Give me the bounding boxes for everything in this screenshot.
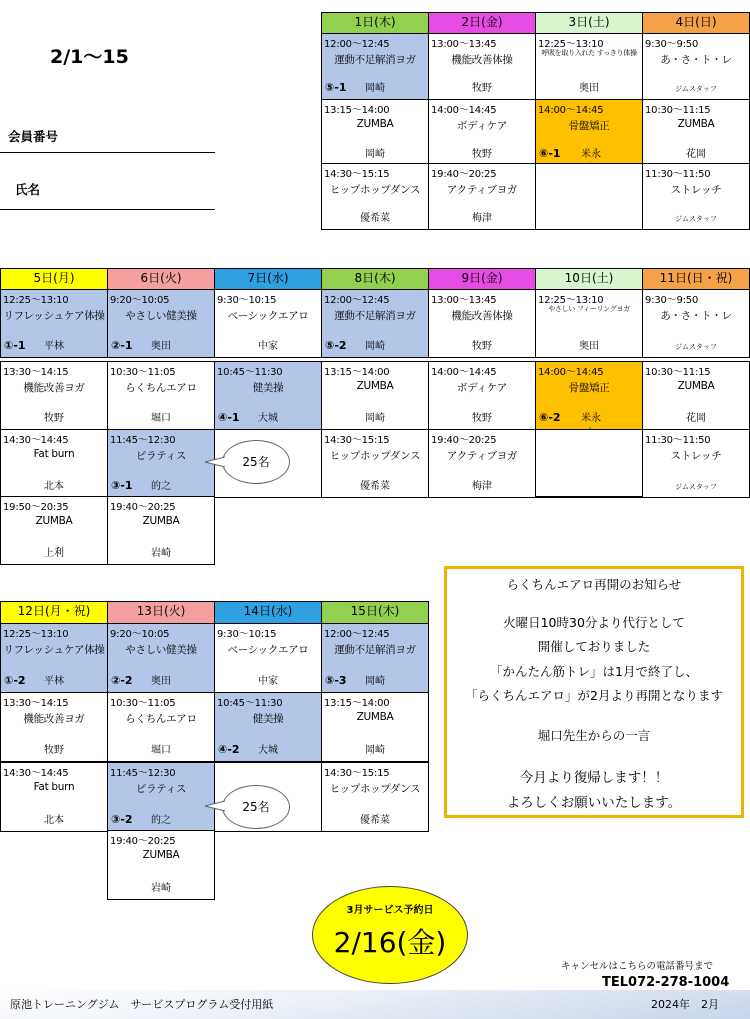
- class-slot[interactable]: [642, 289, 750, 358]
- instructor: 堀口: [151, 413, 171, 424]
- course-number: ③-2: [111, 813, 133, 826]
- class-name: アクティブヨガ: [446, 184, 518, 196]
- class-time: 19:40～20:25: [110, 836, 176, 847]
- class-time: 12:00～12:45: [324, 629, 390, 640]
- instructor: 優希菜: [360, 213, 390, 224]
- instructor: 北本: [44, 481, 64, 492]
- class-time: 14:00～14:45: [431, 105, 497, 116]
- class-slot[interactable]: [0, 692, 108, 762]
- class-slot[interactable]: [214, 692, 322, 762]
- class-time: 11:45～12:30: [110, 435, 176, 446]
- instructor: 花岡: [686, 413, 706, 424]
- day-header: 3日(土): [535, 12, 643, 34]
- class-slot[interactable]: [535, 289, 643, 358]
- class-slot[interactable]: [428, 429, 536, 498]
- class-time: 14:00～14:45: [538, 367, 604, 378]
- name-line[interactable]: [0, 209, 215, 210]
- instructor: ジムスタッフ: [675, 483, 717, 491]
- instructor: 岡崎: [365, 676, 385, 687]
- class-name: 呼吸を取り入れた すっきり体操: [541, 49, 637, 57]
- class-slot[interactable]: [107, 496, 215, 565]
- class-time: 12:00～12:45: [324, 295, 390, 306]
- gym-name: 原池トレーニングジム サービスプログラム受付用紙: [10, 998, 274, 1011]
- day-header: 7日(水): [214, 268, 322, 290]
- instructor: 岩崎: [151, 883, 171, 894]
- class-slot[interactable]: [0, 361, 108, 430]
- class-time: 12:00～12:45: [324, 39, 390, 50]
- class-slot[interactable]: [321, 692, 429, 762]
- class-time: 12:25～13:10: [538, 39, 604, 50]
- instructor: 米永: [581, 149, 601, 160]
- reservation-badge: [312, 886, 468, 984]
- class-name: ZUMBA: [356, 118, 394, 130]
- class-name: 骨盤矯正: [568, 382, 610, 394]
- class-slot[interactable]: [321, 289, 429, 358]
- class-name: 機能改善ヨガ: [23, 713, 85, 725]
- class-name: 運動不足解消ヨガ: [334, 644, 416, 656]
- notice-line: 「らくちんエアロ」が2月より再開となります: [465, 688, 723, 703]
- class-time: 14:30～14:45: [3, 435, 69, 446]
- class-time: 13:30～14:15: [3, 698, 69, 709]
- class-name: 運動不足解消ヨガ: [334, 54, 416, 66]
- class-name: ボディケア: [456, 382, 508, 394]
- class-time: 14:30～15:15: [324, 435, 390, 446]
- cancel-note: キャンセルはこちらの電話番号まで: [561, 961, 714, 972]
- class-name: Fat burn: [33, 448, 75, 460]
- class-time: 12:25～13:10: [538, 295, 604, 306]
- instructor: 中家: [258, 676, 278, 687]
- notice-line: よろしくお願いいたします。: [506, 795, 682, 811]
- class-slot[interactable]: [428, 289, 536, 358]
- class-time: 13:00～13:45: [431, 39, 497, 50]
- class-name: 機能改善ヨガ: [23, 382, 85, 394]
- reservation-label: 3月サービス予約日: [346, 905, 434, 916]
- instructor: 大城: [258, 413, 278, 424]
- class-name: リフレッシュケア体操: [3, 310, 105, 322]
- instructor: 岡崎: [365, 341, 385, 352]
- class-time: 10:45～11:30: [217, 698, 283, 709]
- course-number: ②-2: [111, 674, 133, 687]
- notice-line: 「かんたん筋トレ」は1月で終了し、: [490, 664, 698, 679]
- instructor: 岡崎: [365, 83, 385, 94]
- class-name: ベーシックエアロ: [227, 644, 309, 656]
- day-header: 15日(木): [321, 601, 429, 624]
- class-slot[interactable]: [107, 429, 215, 498]
- instructor: 優希菜: [360, 815, 390, 826]
- phone-number: TEL072-278-1004: [602, 975, 730, 990]
- class-slot[interactable]: [107, 692, 215, 762]
- instructor: 岡崎: [365, 149, 385, 160]
- class-time: 12:25～13:10: [3, 629, 69, 640]
- class-name: ZUMBA: [356, 711, 394, 723]
- class-time: 19:40～20:25: [110, 502, 176, 513]
- class-time: 9:20～10:05: [110, 295, 170, 306]
- class-time: 9:30～9:50: [645, 295, 699, 306]
- class-slot[interactable]: [0, 289, 108, 358]
- class-time: 13:30～14:15: [3, 367, 69, 378]
- day-header: 14日(水): [214, 601, 322, 624]
- class-slot[interactable]: [321, 33, 429, 100]
- class-time: 13:00～13:45: [431, 295, 497, 306]
- class-time: 9:20～10:05: [110, 629, 170, 640]
- class-name: 骨盤矯正: [568, 120, 610, 132]
- class-time: 19:40～20:25: [431, 435, 497, 446]
- class-time: 10:30～11:05: [110, 367, 176, 378]
- class-time: 19:50～20:35: [3, 502, 69, 513]
- day-header: 6日(火): [107, 268, 215, 290]
- class-name: 機能改善体操: [451, 54, 513, 66]
- day-header: 5日(月): [0, 268, 108, 290]
- course-number: ⑥-2: [539, 411, 561, 424]
- day-header: 12日(月・祝): [0, 601, 108, 624]
- class-name: 健美操: [252, 713, 284, 725]
- capacity-label: 25名: [242, 455, 270, 469]
- class-slot[interactable]: [642, 163, 750, 230]
- class-name: やさしい健美操: [125, 310, 197, 322]
- class-slot[interactable]: [107, 830, 215, 900]
- day-header: 8日(木): [321, 268, 429, 290]
- class-slot[interactable]: [642, 361, 750, 430]
- instructor: 奥田: [151, 341, 171, 352]
- class-name: あ・さ・ト・レ: [660, 54, 732, 66]
- class-slot[interactable]: [428, 33, 536, 100]
- day-header: 13日(火): [107, 601, 215, 624]
- class-slot[interactable]: [107, 762, 215, 832]
- instructor: 牧野: [44, 745, 64, 756]
- class-name: 健美操: [252, 382, 284, 394]
- class-time: 10:30～11:15: [645, 367, 711, 378]
- class-name: ストレッチ: [670, 184, 722, 196]
- class-name: やさしい フィーリングヨガ: [548, 305, 630, 313]
- day-header: 11日(日・祝): [642, 268, 750, 290]
- class-slot[interactable]: [214, 361, 322, 430]
- instructor: 岡崎: [365, 413, 385, 424]
- instructor: 梅津: [472, 213, 492, 224]
- instructor: 牧野: [472, 413, 492, 424]
- day-header: 4日(日): [642, 12, 750, 34]
- class-slot[interactable]: [321, 99, 429, 166]
- class-slot[interactable]: [321, 623, 429, 693]
- notice-line: 堀口先生からの一言: [537, 728, 651, 743]
- class-name: ZUMBA: [356, 380, 394, 392]
- instructor: 岡崎: [365, 745, 385, 756]
- class-slot[interactable]: [642, 429, 750, 498]
- class-time: 11:30～11:50: [645, 435, 711, 446]
- instructor: 大城: [258, 745, 278, 756]
- issue-date: 2024年 2月: [651, 998, 719, 1011]
- course-number: ④-2: [218, 743, 240, 756]
- class-slot[interactable]: [535, 33, 643, 100]
- notice-line: 今月より復帰します！！: [519, 770, 669, 786]
- course-number: ①-1: [4, 339, 26, 352]
- class-slot[interactable]: [535, 99, 643, 166]
- class-time: 14:30～15:15: [324, 169, 390, 180]
- instructor: 牧野: [44, 413, 64, 424]
- class-name: あ・さ・ト・レ: [660, 310, 732, 322]
- class-time: 9:30～10:15: [217, 629, 277, 640]
- class-name: ボディケア: [456, 120, 508, 132]
- class-slot[interactable]: [321, 429, 429, 498]
- class-slot[interactable]: [321, 163, 429, 230]
- class-name: Fat burn: [33, 781, 75, 793]
- instructor: 梅津: [472, 481, 492, 492]
- course-number: ③-1: [111, 479, 133, 492]
- class-name: ヒップホップダンス: [329, 450, 421, 462]
- class-time: 12:25～13:10: [3, 295, 69, 306]
- class-name: ストレッチ: [670, 450, 722, 462]
- instructor: 牧野: [472, 341, 492, 352]
- class-time: 9:30～9:50: [645, 39, 699, 50]
- course-number: ⑤-1: [325, 81, 347, 94]
- class-name: リフレッシュケア体操: [3, 644, 105, 656]
- instructor: 堀口: [151, 745, 171, 756]
- class-time: 14:00～14:45: [538, 105, 604, 116]
- instructor: 牧野: [472, 83, 492, 94]
- class-slot[interactable]: [214, 289, 322, 358]
- class-name: ZUMBA: [677, 380, 715, 392]
- course-number: ④-1: [218, 411, 240, 424]
- instructor: 奥田: [579, 83, 599, 94]
- instructor: ジムスタッフ: [675, 343, 717, 351]
- class-slot[interactable]: [0, 762, 108, 832]
- class-slot[interactable]: [107, 289, 215, 358]
- class-slot[interactable]: [0, 429, 108, 498]
- class-time: 13:15～14:00: [324, 698, 390, 709]
- empty-slot: [535, 429, 643, 497]
- class-slot[interactable]: [428, 163, 536, 230]
- instructor: 優希菜: [360, 481, 390, 492]
- class-time: 14:00～14:45: [431, 367, 497, 378]
- instructor: 的之: [151, 481, 171, 492]
- instructor: 花岡: [686, 149, 706, 160]
- class-time: 10:45～11:30: [217, 367, 283, 378]
- class-slot[interactable]: [107, 623, 215, 693]
- class-slot[interactable]: [0, 623, 108, 693]
- class-name: らくちんエアロ: [125, 713, 197, 725]
- class-time: 10:30～11:15: [645, 105, 711, 116]
- notice-box: [444, 566, 744, 818]
- instructor: ジムスタッフ: [675, 85, 717, 93]
- instructor: 上利: [44, 548, 64, 559]
- class-slot[interactable]: [642, 33, 750, 100]
- instructor: ジムスタッフ: [675, 215, 717, 223]
- reservation-date: 2/16(金): [333, 926, 447, 959]
- instructor: 奥田: [151, 676, 171, 687]
- class-name: らくちんエアロ: [125, 382, 197, 394]
- name-label: 氏名: [15, 182, 41, 197]
- course-number: ⑥-1: [539, 147, 561, 160]
- class-time: 19:40～20:25: [431, 169, 497, 180]
- class-slot[interactable]: [214, 623, 322, 693]
- notice-line: 火曜日10時30分より代行として: [503, 615, 685, 630]
- class-time: 13:15～14:00: [324, 105, 390, 116]
- day-header: 1日(木): [321, 12, 429, 34]
- course-number: ①-2: [4, 674, 26, 687]
- class-name: 機能改善体操: [451, 310, 513, 322]
- instructor: 中家: [258, 341, 278, 352]
- class-name: アクティブヨガ: [446, 450, 518, 462]
- capacity-label: 25名: [242, 800, 270, 814]
- class-name: ベーシックエアロ: [227, 310, 309, 322]
- course-number: ⑤-3: [325, 674, 347, 687]
- class-slot[interactable]: [321, 361, 429, 430]
- class-time: 14:30～14:45: [3, 768, 69, 779]
- instructor: 米永: [581, 413, 601, 424]
- class-time: 13:15～14:00: [324, 367, 390, 378]
- class-name: ピラティス: [135, 450, 187, 462]
- class-slot[interactable]: [107, 361, 215, 430]
- course-number: ⑤-2: [325, 339, 347, 352]
- notice-title: らくちんエアロ再開のお知らせ: [506, 577, 682, 592]
- instructor: 北本: [44, 815, 64, 826]
- empty-slot: [535, 163, 643, 230]
- day-header: 2日(金): [428, 12, 536, 34]
- class-name: ピラティス: [135, 783, 187, 795]
- capacity-bubble: [222, 785, 290, 829]
- class-name: 運動不足解消ヨガ: [334, 310, 416, 322]
- member-number-label: 会員番号: [8, 129, 59, 144]
- instructor: 奥田: [579, 341, 599, 352]
- bubble-pointer: [204, 800, 226, 812]
- instructor: 牧野: [472, 149, 492, 160]
- class-slot[interactable]: [428, 99, 536, 166]
- instructor: 平林: [44, 676, 64, 687]
- class-time: 11:45～12:30: [110, 768, 176, 779]
- bubble-pointer: [204, 456, 226, 468]
- course-number: ②-1: [111, 339, 133, 352]
- instructor: 平林: [44, 341, 64, 352]
- class-slot[interactable]: [0, 496, 108, 565]
- day-header: 10日(土): [535, 268, 643, 290]
- class-time: 14:30～15:15: [324, 768, 390, 779]
- member-number-line[interactable]: [0, 152, 215, 153]
- class-name: ZUMBA: [142, 849, 180, 861]
- class-name: ヒップホップダンス: [329, 783, 421, 795]
- instructor: 的之: [151, 815, 171, 826]
- class-slot[interactable]: [428, 361, 536, 430]
- capacity-bubble: [222, 440, 290, 484]
- class-time: 11:30～11:50: [645, 169, 711, 180]
- instructor: 岩崎: [151, 548, 171, 559]
- class-slot[interactable]: [535, 361, 643, 430]
- class-slot[interactable]: [642, 99, 750, 166]
- class-slot[interactable]: [321, 762, 429, 832]
- class-name: やさしい健美操: [125, 644, 197, 656]
- class-name: ZUMBA: [677, 118, 715, 130]
- class-name: ヒップホップダンス: [329, 184, 421, 196]
- class-time: 10:30～11:05: [110, 698, 176, 709]
- class-name: ZUMBA: [142, 515, 180, 527]
- class-time: 9:30～10:15: [217, 295, 277, 306]
- day-header: 9日(金): [428, 268, 536, 290]
- class-name: ZUMBA: [35, 515, 73, 527]
- period-title: 2/1～15: [50, 46, 129, 68]
- notice-line: 開催しておりました: [537, 639, 651, 654]
